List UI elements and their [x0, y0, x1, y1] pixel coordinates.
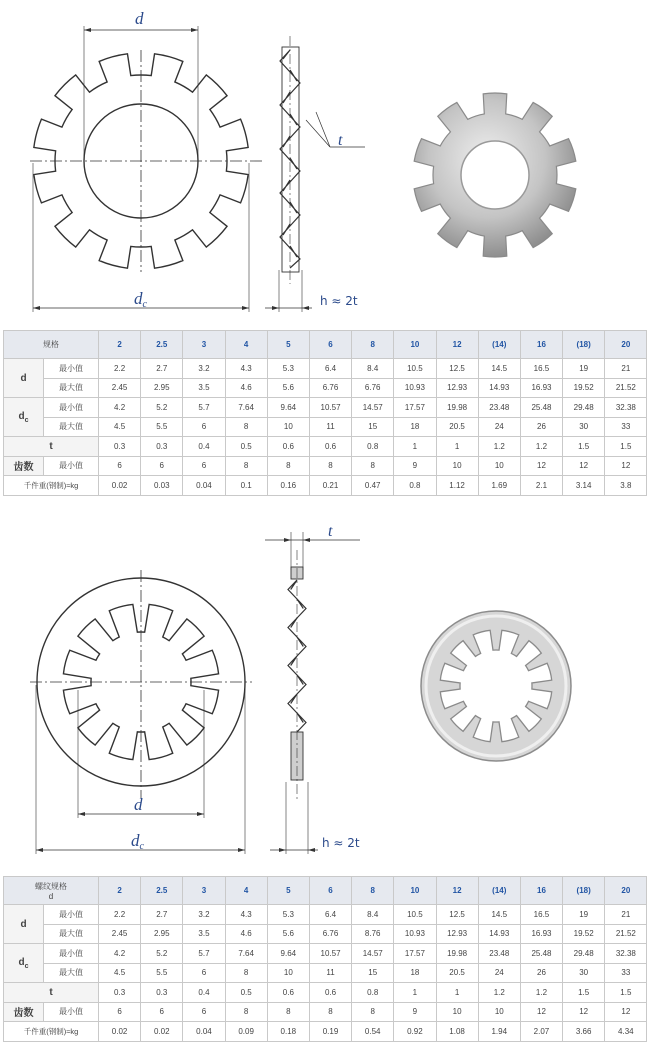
table-cell: 4.5: [99, 417, 141, 437]
table-cell: 21: [605, 905, 647, 925]
table-row-weight: [4, 476, 647, 496]
table-cell: 5.3: [267, 359, 309, 379]
table-cell: 8: [225, 1002, 267, 1022]
table-cell: 10: [478, 456, 520, 476]
table-cell: 2.07: [520, 1022, 562, 1042]
table-cell: 2.2: [99, 905, 141, 925]
table-row-d-min: [4, 359, 647, 379]
arrow-head: [242, 306, 249, 310]
table-cell: 1.12: [436, 476, 478, 496]
table-cell: 26: [520, 963, 562, 983]
table-cell: 25.48: [520, 944, 562, 964]
table-cell: 1.2: [520, 983, 562, 1003]
table-cell: 7.64: [225, 944, 267, 964]
table-cell: 0.04: [183, 1022, 225, 1042]
header-thread-spec: 螺纹规格 d: [4, 877, 99, 905]
group-dc: $d_c$: [4, 398, 44, 437]
table-cell: 3.2: [183, 359, 225, 379]
table-cell: 1: [394, 983, 436, 1003]
table-cell: 1.94: [478, 1022, 520, 1042]
table-cell: 12: [563, 456, 605, 476]
label-t: t: [338, 132, 343, 149]
table-cell: 32.38: [605, 944, 647, 964]
table-cell: 2.45: [99, 924, 141, 944]
arrow-head: [191, 28, 198, 32]
header-size: 16: [520, 331, 562, 359]
table-cell: 8.4: [352, 359, 394, 379]
t-leader-line: [306, 120, 330, 147]
table-cell: 5.7: [183, 944, 225, 964]
table-cell: 14.93: [478, 924, 520, 944]
row-label-min: 最小值: [44, 944, 99, 964]
table-cell: 17.57: [394, 944, 436, 964]
table-cell: 5.5: [141, 963, 183, 983]
table-cell: 0.6: [267, 437, 309, 457]
table-cell: 20.5: [436, 963, 478, 983]
table-cell: 14.5: [478, 905, 520, 925]
table-cell: 19.98: [436, 944, 478, 964]
table-cell: 1: [436, 983, 478, 1003]
header-size: 16: [520, 877, 562, 905]
group-d: d: [4, 359, 44, 398]
header-size: 2: [99, 331, 141, 359]
table-cell: 3.2: [183, 905, 225, 925]
table-cell: 5.6: [267, 378, 309, 398]
table-cell: 10: [478, 1002, 520, 1022]
table-cell: 8.76: [352, 924, 394, 944]
table-cell: 0.3: [99, 983, 141, 1003]
table-cell: 0.8: [352, 437, 394, 457]
table-cell: 24: [478, 963, 520, 983]
row-label-t: t: [4, 437, 99, 457]
arrow-head: [308, 848, 315, 852]
table-cell: 15: [352, 417, 394, 437]
table-cell: 8: [225, 456, 267, 476]
row-label-min: 最小值: [44, 456, 99, 476]
table-cell: 1.2: [478, 437, 520, 457]
header-size: 4: [225, 331, 267, 359]
table-cell: 0.16: [267, 476, 309, 496]
table-cell: 16.5: [520, 905, 562, 925]
table-cell: 12: [605, 456, 647, 476]
table-row-d-min: [4, 905, 647, 925]
table-cell: 4.2: [99, 944, 141, 964]
table-cell: 12.93: [436, 378, 478, 398]
table-cell: 8: [352, 1002, 394, 1022]
label-h: h ≈ 2t: [320, 294, 358, 308]
table-row-teeth: [4, 456, 647, 476]
table-cell: 0.5: [225, 983, 267, 1003]
table-cell: 11: [309, 417, 351, 437]
table-cell: 1.5: [605, 983, 647, 1003]
table-cell: 0.09: [225, 1022, 267, 1042]
table-cell: 0.18: [267, 1022, 309, 1042]
row-label-max: 最大值: [44, 963, 99, 983]
header-size: 2: [99, 877, 141, 905]
external-washer-photo: [414, 93, 576, 257]
table-cell: 3.8: [605, 476, 647, 496]
table-cell: 5.5: [141, 417, 183, 437]
table-cell: 0.04: [183, 476, 225, 496]
table-cell: 1: [394, 437, 436, 457]
table-cell: 0.3: [99, 437, 141, 457]
table-cell: 0.1: [225, 476, 267, 496]
table-cell: 26: [520, 417, 562, 437]
table-cell: 30: [563, 963, 605, 983]
table-cell: 3.66: [563, 1022, 605, 1042]
table-cell: 21: [605, 359, 647, 379]
table-row-dc-max: [4, 417, 647, 437]
table-cell: 8: [309, 456, 351, 476]
table-cell: 5.2: [141, 398, 183, 418]
spec-table-internal: [3, 876, 647, 1042]
row-label-min: 最小值: [44, 398, 99, 418]
table-cell: 14.57: [352, 398, 394, 418]
internal-tooth-drawing: [0, 520, 650, 876]
table-cell: 4.5: [99, 963, 141, 983]
table-cell: 1.5: [563, 983, 605, 1003]
table-row-dc-max: [4, 963, 647, 983]
table-cell: 21.52: [605, 378, 647, 398]
table-cell: 29.48: [563, 398, 605, 418]
table-cell: 9.64: [267, 398, 309, 418]
table-cell: 8: [267, 1002, 309, 1022]
table-cell: 2.95: [141, 924, 183, 944]
table-cell: 0.4: [183, 983, 225, 1003]
table-cell: 23.48: [478, 944, 520, 964]
table-row-weight: [4, 1022, 647, 1042]
group-dc: $d_c$: [4, 944, 44, 983]
table-cell: 4.6: [225, 378, 267, 398]
table-cell: 9: [394, 1002, 436, 1022]
table-cell: 0.8: [352, 983, 394, 1003]
row-label-weight: 千件重(钢制)≈kg: [4, 1022, 99, 1042]
table-row-t: [4, 437, 647, 457]
header-size: (18): [563, 331, 605, 359]
header-size: 2.5: [141, 877, 183, 905]
table-cell: 10: [267, 417, 309, 437]
spec-table-external: [3, 330, 647, 496]
table-cell: 6.76: [309, 378, 351, 398]
table-cell: 19: [563, 359, 605, 379]
table-cell: 9: [394, 456, 436, 476]
group-d: d: [4, 905, 44, 944]
table-cell: 21.52: [605, 924, 647, 944]
table-cell: 0.6: [309, 437, 351, 457]
table-cell: 2.1: [520, 476, 562, 496]
row-label-max: 最大值: [44, 924, 99, 944]
table-cell: 3.14: [563, 476, 605, 496]
header-size: (14): [478, 331, 520, 359]
table-cell: 12: [563, 1002, 605, 1022]
row-label-teeth: 齿数: [4, 456, 44, 476]
table-cell: 5.7: [183, 398, 225, 418]
table-cell: 0.02: [99, 476, 141, 496]
table-cell: 10: [267, 963, 309, 983]
row-label-weight: 千件重(钢制)≈kg: [4, 476, 99, 496]
table-cell: 0.4: [183, 437, 225, 457]
table-cell: 6.76: [309, 924, 351, 944]
table-cell: 2.2: [99, 359, 141, 379]
table-cell: 18: [394, 963, 436, 983]
table-cell: 8: [267, 456, 309, 476]
label-t: t: [328, 523, 333, 540]
table-cell: 10.93: [394, 378, 436, 398]
arrow-head: [272, 306, 279, 310]
table-cell: 12.5: [436, 905, 478, 925]
arrow-head: [238, 848, 245, 852]
header-size: 8: [352, 877, 394, 905]
table-cell: 33: [605, 963, 647, 983]
row-label-min: 最小值: [44, 1002, 99, 1022]
header-size: 3: [183, 877, 225, 905]
table-cell: 30: [563, 417, 605, 437]
table-cell: 6.76: [352, 378, 394, 398]
label-dc: dc: [131, 831, 144, 852]
table-cell: 23.48: [478, 398, 520, 418]
table-cell: 5.3: [267, 905, 309, 925]
table-cell: 1: [436, 437, 478, 457]
header-size: 6: [309, 331, 351, 359]
table-cell: 6: [183, 417, 225, 437]
row-label-teeth: 齿数: [4, 1002, 44, 1022]
table-cell: 8: [225, 963, 267, 983]
table-cell: 14.5: [478, 359, 520, 379]
table-cell: 2.95: [141, 378, 183, 398]
table-cell: 0.3: [141, 437, 183, 457]
table-cell: 4.3: [225, 905, 267, 925]
arrow-head: [84, 28, 91, 32]
table-cell: 19.52: [563, 924, 605, 944]
table-cell: 1.2: [478, 983, 520, 1003]
table-cell: 25.48: [520, 398, 562, 418]
row-label-min: 最小值: [44, 905, 99, 925]
header-size: 4: [225, 877, 267, 905]
table-cell: 6.4: [309, 359, 351, 379]
header-size: 6: [309, 877, 351, 905]
table-cell: 6: [99, 1002, 141, 1022]
table-cell: 29.48: [563, 944, 605, 964]
table-cell: 4.6: [225, 924, 267, 944]
table-cell: 0.92: [394, 1022, 436, 1042]
table-cell: 10: [436, 456, 478, 476]
label-d: d: [134, 795, 143, 814]
internal-tooth-washer-section: [0, 520, 650, 1062]
table-cell: 32.38: [605, 398, 647, 418]
table-cell: 3.5: [183, 378, 225, 398]
arrow-head: [302, 306, 309, 310]
table-header-row: [4, 331, 647, 359]
table-cell: 0.02: [141, 1022, 183, 1042]
table-cell: 0.54: [352, 1022, 394, 1042]
table-cell: 10.57: [309, 398, 351, 418]
header-size: 3: [183, 331, 225, 359]
table-cell: 12: [520, 456, 562, 476]
t-leader-line: [316, 112, 330, 147]
table-cell: 14.57: [352, 944, 394, 964]
arrow-head: [197, 812, 204, 816]
table-header-row: [4, 877, 647, 905]
table-cell: 8: [225, 417, 267, 437]
label-h: h ≈ 2t: [322, 836, 360, 850]
table-cell: 2.7: [141, 359, 183, 379]
table-cell: 16.93: [520, 378, 562, 398]
header-spec: 规格: [4, 331, 99, 359]
table-cell: 4.2: [99, 398, 141, 418]
table-cell: 8: [309, 1002, 351, 1022]
external-tooth-washer-section: [0, 0, 650, 520]
table-cell: 10.57: [309, 944, 351, 964]
table-cell: 8.4: [352, 905, 394, 925]
table-cell: 1.5: [605, 437, 647, 457]
label-d: d: [135, 9, 144, 28]
table-cell: 0.3: [141, 983, 183, 1003]
table-cell: 6: [141, 456, 183, 476]
header-size: 12: [436, 331, 478, 359]
header-size: 5: [267, 331, 309, 359]
table-cell: 6: [141, 1002, 183, 1022]
table-cell: 10.5: [394, 905, 436, 925]
table-cell: 6: [183, 963, 225, 983]
header-size: (18): [563, 877, 605, 905]
table-cell: 12: [605, 1002, 647, 1022]
table-cell: 4.34: [605, 1022, 647, 1042]
table-cell: 33: [605, 417, 647, 437]
table-row-d-max: [4, 378, 647, 398]
table-cell: 16.93: [520, 924, 562, 944]
table-cell: 1.69: [478, 476, 520, 496]
header-size: 20: [605, 877, 647, 905]
arrow-head: [303, 538, 310, 542]
internal-washer-photo: [421, 611, 571, 761]
header-size: 10: [394, 877, 436, 905]
arrow-head: [284, 538, 291, 542]
table-cell: 2.45: [99, 378, 141, 398]
table-row-dc-min: [4, 944, 647, 964]
table-cell: 5.2: [141, 944, 183, 964]
table-row-d-max: [4, 924, 647, 944]
table-cell: 12.5: [436, 359, 478, 379]
table-cell: 15: [352, 963, 394, 983]
table-cell: 20.5: [436, 417, 478, 437]
table-cell: 10.5: [394, 359, 436, 379]
table-cell: 1.5: [563, 437, 605, 457]
row-label-t: t: [4, 983, 99, 1003]
header-size: 12: [436, 877, 478, 905]
table-row-teeth: [4, 1002, 647, 1022]
table-cell: 6: [183, 1002, 225, 1022]
table-cell: 7.64: [225, 398, 267, 418]
header-size: 20: [605, 331, 647, 359]
table-cell: 0.6: [267, 983, 309, 1003]
table-cell: 11: [309, 963, 351, 983]
row-label-max: 最大值: [44, 378, 99, 398]
table-cell: 6: [99, 456, 141, 476]
table-cell: 0.47: [352, 476, 394, 496]
table-cell: 14.93: [478, 378, 520, 398]
table-cell: 0.5: [225, 437, 267, 457]
table-cell: 0.03: [141, 476, 183, 496]
table-cell: 4.3: [225, 359, 267, 379]
table-cell: 0.8: [394, 476, 436, 496]
table-cell: 2.7: [141, 905, 183, 925]
external-tooth-drawing: [0, 0, 650, 330]
table-row-t: [4, 983, 647, 1003]
table-cell: 10: [436, 1002, 478, 1022]
table-cell: 19.52: [563, 378, 605, 398]
table-cell: 6: [183, 456, 225, 476]
table-cell: 24: [478, 417, 520, 437]
header-size: 10: [394, 331, 436, 359]
arrow-head: [78, 812, 85, 816]
header-size: (14): [478, 877, 520, 905]
row-label-max: 最大值: [44, 417, 99, 437]
row-label-min: 最小值: [44, 359, 99, 379]
arrow-head: [279, 848, 286, 852]
table-cell: 3.5: [183, 924, 225, 944]
label-dc: dc: [134, 289, 147, 310]
table-cell: 8: [352, 456, 394, 476]
table-cell: 10.93: [394, 924, 436, 944]
table-cell: 5.6: [267, 924, 309, 944]
table-cell: 16.5: [520, 359, 562, 379]
table-cell: 9.64: [267, 944, 309, 964]
table-cell: 1.08: [436, 1022, 478, 1042]
table-cell: 0.6: [309, 983, 351, 1003]
header-size: 5: [267, 877, 309, 905]
table-cell: 12.93: [436, 924, 478, 944]
table-cell: 17.57: [394, 398, 436, 418]
header-size: 8: [352, 331, 394, 359]
arrow-head: [36, 848, 43, 852]
table-cell: 0.19: [309, 1022, 351, 1042]
table-cell: 0.02: [99, 1022, 141, 1042]
table-cell: 6.4: [309, 905, 351, 925]
table-cell: 12: [520, 1002, 562, 1022]
table-cell: 1.2: [520, 437, 562, 457]
table-cell: 19: [563, 905, 605, 925]
table-row-dc-min: [4, 398, 647, 418]
table-cell: 19.98: [436, 398, 478, 418]
arrow-head: [33, 306, 40, 310]
header-size: 2.5: [141, 331, 183, 359]
table-cell: 18: [394, 417, 436, 437]
table-cell: 0.21: [309, 476, 351, 496]
